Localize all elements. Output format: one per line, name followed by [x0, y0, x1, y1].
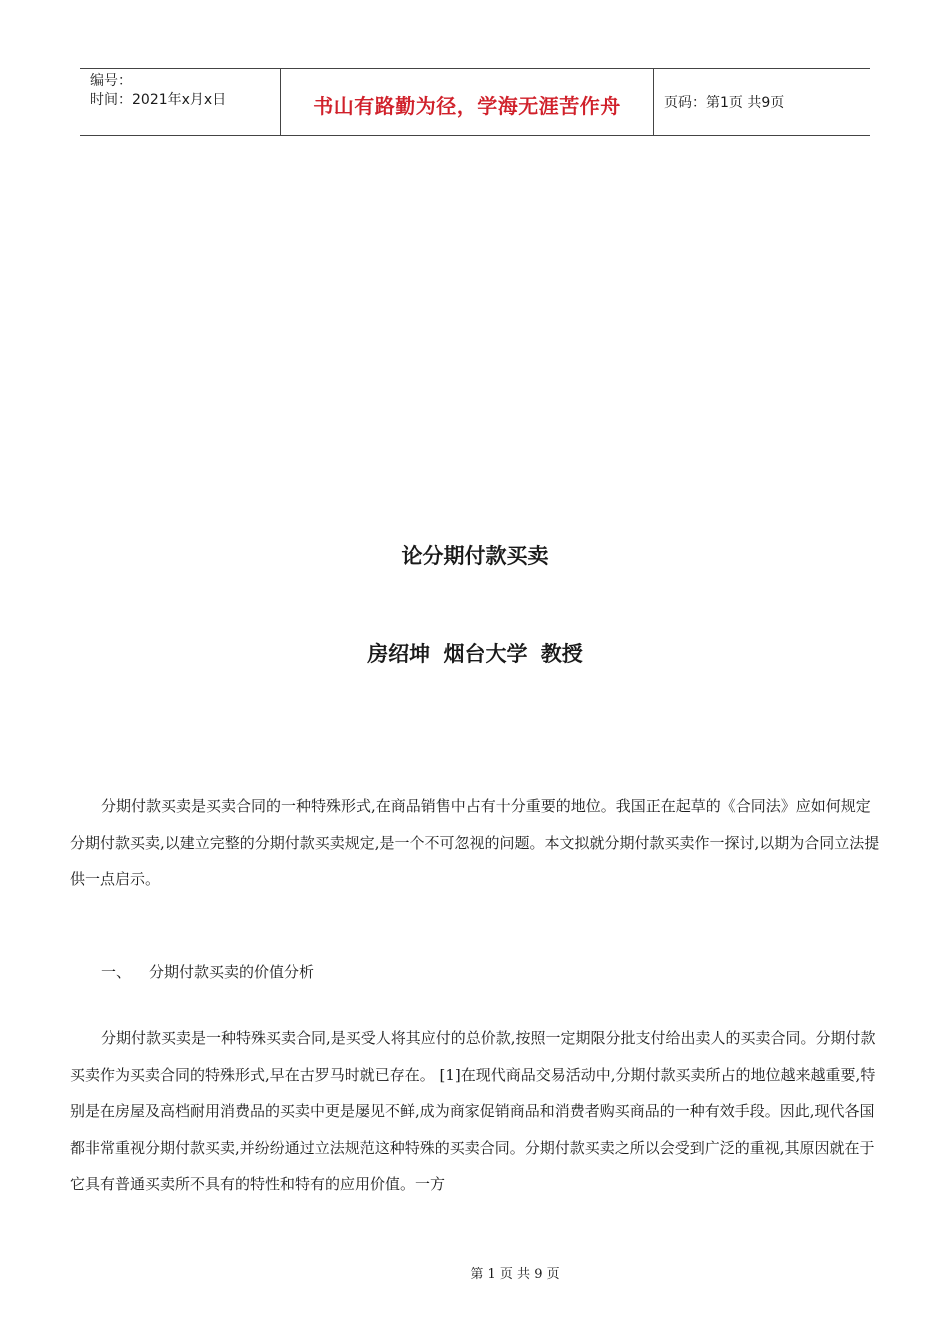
body-paragraph-2 — [70, 1020, 882, 1203]
paragraph-text: 分期付款买卖是一种特殊买卖合同,是买受人将其应付的总价款,按照一定期限分批支付给出卖人的买卖合同。分期付款买卖作为买卖合同的特殊形式,早在古罗马时就已存在。 [1]在现代商品交易活动中,分期付款买卖所占的地位越来越重要,特别是在房屋及高档耐用消费品的买卖中更是屡见不鲜,成为商家促销商品和消费者购买商品的一种有效手段。因此,现代各国都非常重视分期付款买卖,并纷纷通过立法规范这种特殊的买卖合同。分期付款买卖之所以会受到广泛的重视,其原因就在于它具有普通买卖所不具有的特性和特有的应用价值。一方 — [70, 1029, 876, 1193]
header-motto-cell — [281, 69, 654, 135]
header-info-cell — [80, 69, 281, 135]
header-motto: 书山有路勤为径，学海无涯苦作舟 — [313, 93, 621, 118]
document-number-label: 编号： — [90, 73, 132, 89]
section-number: 一、 — [101, 963, 132, 981]
document-author: 房绍坤 烟台大学 教授 — [367, 642, 583, 666]
paragraph-text: 分期付款买卖是买卖合同的一种特殊形式,在商品销售中占有十分重要的地位。我国正在起草的《合同法》应如何规定分期付款买卖,以建立完整的分期付款买卖规定,是一个不可忽视的问题。本文拟就分期付款买卖作一探讨,以期为合同立法提供一点启示。 — [70, 797, 880, 888]
document-time-label: 时间：2021年x月x日 — [90, 92, 227, 108]
header-page-cell — [654, 69, 870, 135]
page-footer: 第 1 页 共 9 页 — [470, 1267, 560, 1282]
header-page-label: 页码：第1页 共9页 — [664, 95, 785, 111]
section-heading-1 — [70, 954, 882, 991]
body-paragraph-1 — [70, 788, 882, 898]
document-title: 论分期付款买卖 — [401, 544, 549, 568]
section-title: 分期付款买卖的价值分析 — [149, 963, 315, 981]
header-table — [80, 68, 870, 136]
